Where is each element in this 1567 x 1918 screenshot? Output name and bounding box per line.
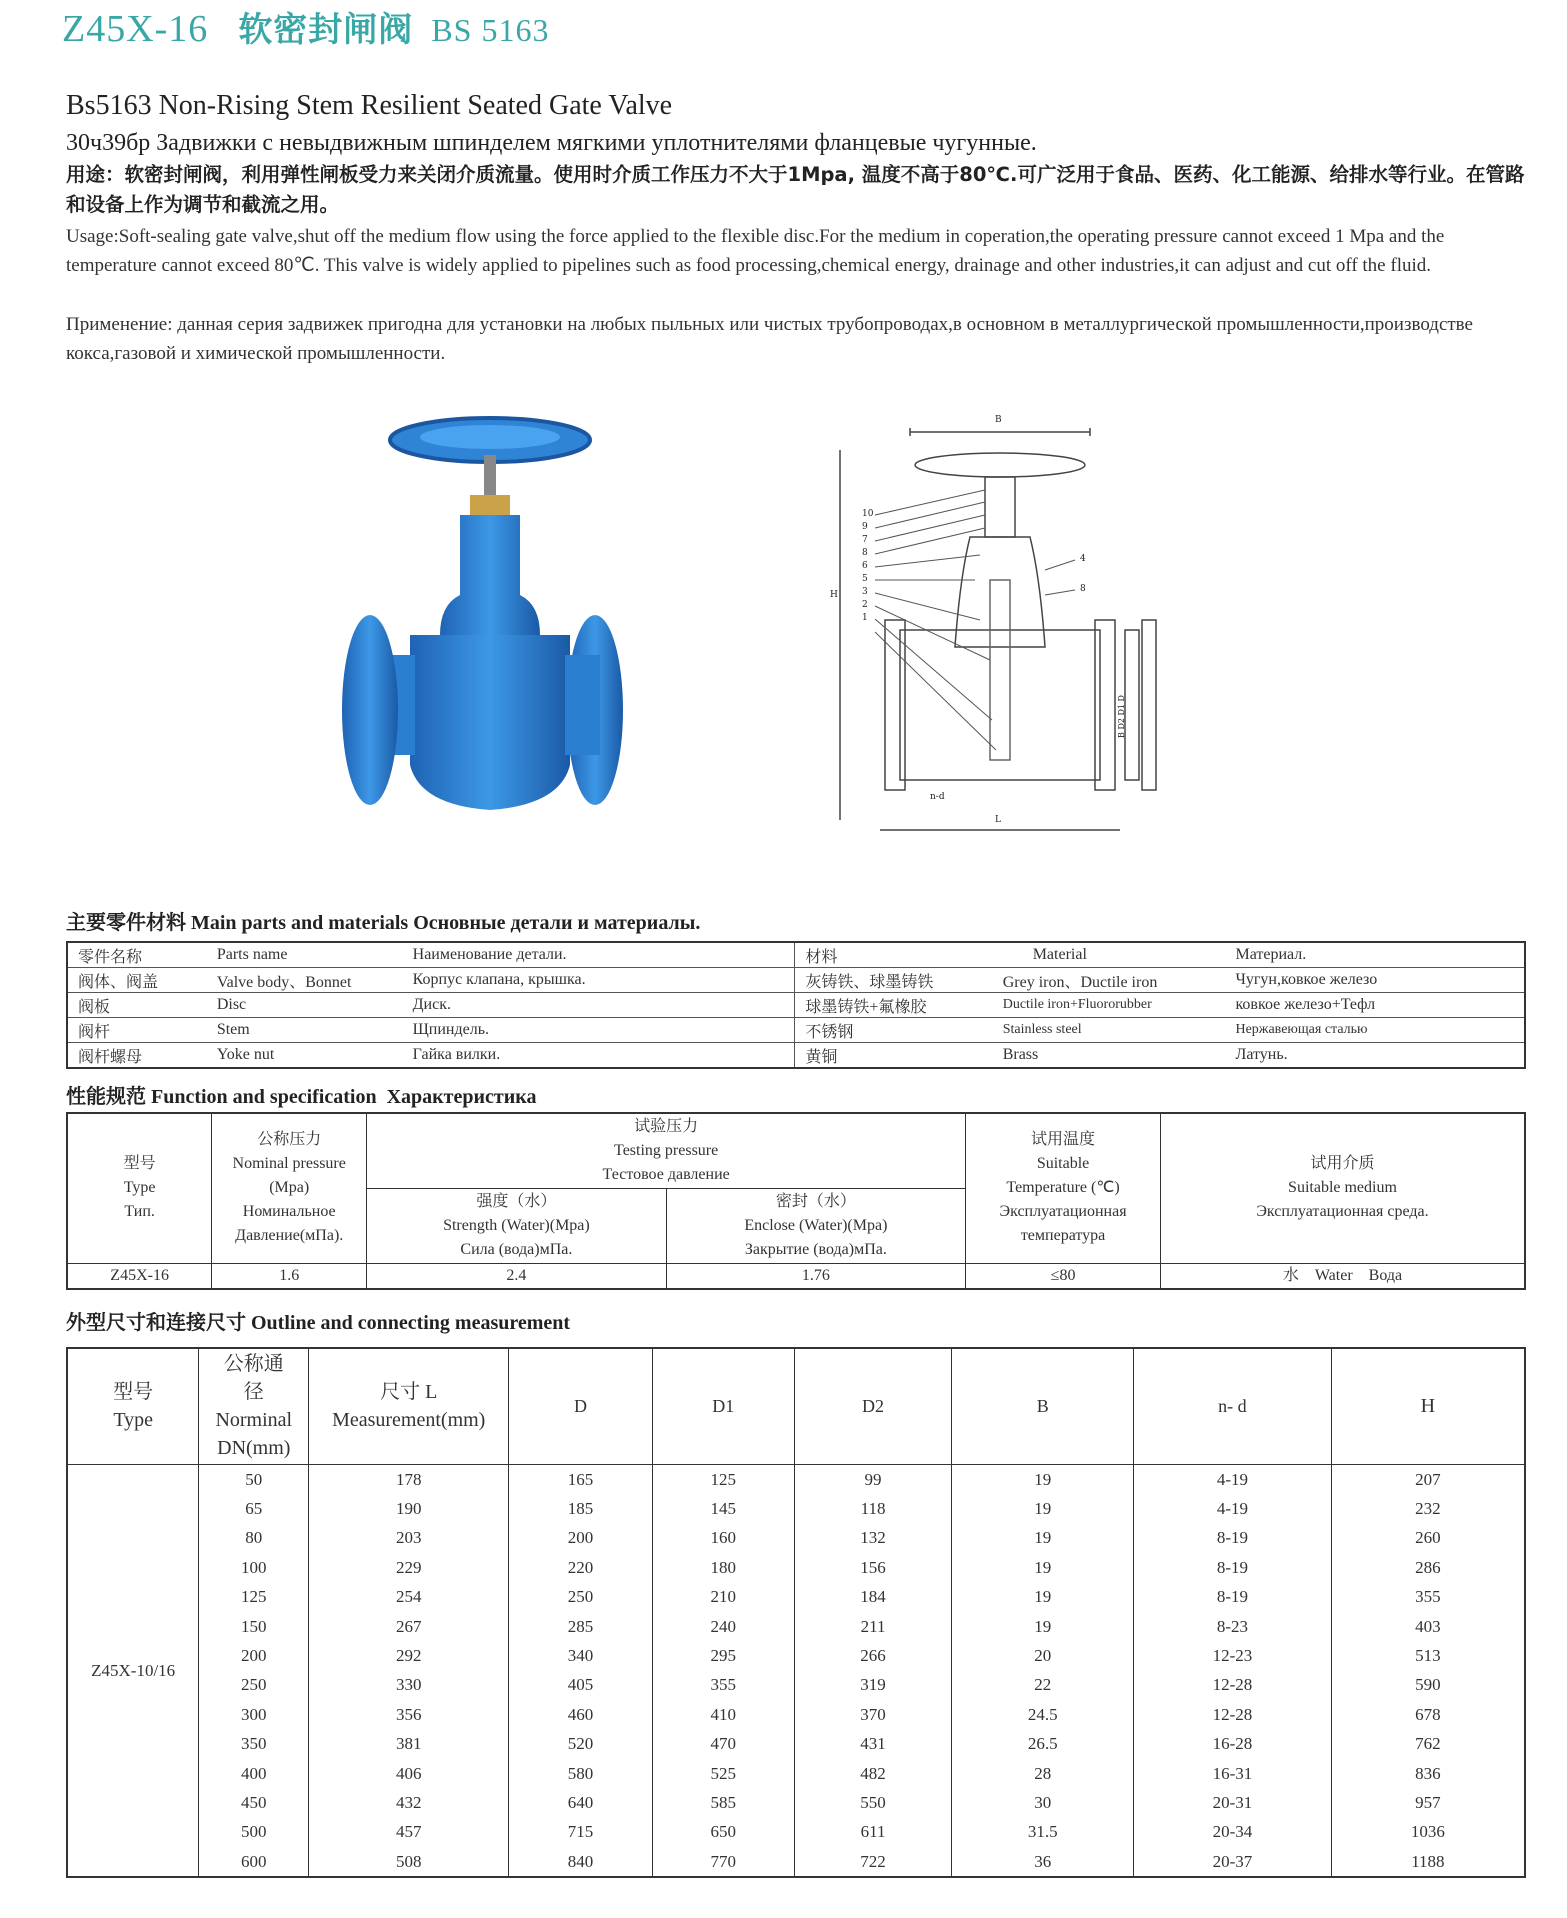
table-row bbox=[67, 1582, 1525, 1611]
table-cell: 200 bbox=[199, 1641, 309, 1670]
table-cell: 500 bbox=[199, 1817, 309, 1846]
table-cell: 211 bbox=[794, 1612, 952, 1641]
header-line: Norminal bbox=[215, 1409, 293, 1432]
header-line: 试用温度 bbox=[1031, 1131, 1096, 1149]
parts-header-cell: Материал. bbox=[1235, 946, 1307, 963]
header-line: Measurement(mm) bbox=[332, 1409, 486, 1432]
part-number: 1 bbox=[862, 613, 868, 623]
table-cell: 36 bbox=[952, 1847, 1134, 1877]
table-cell: Щпиндель. bbox=[412, 1021, 489, 1038]
table-cell: 19 bbox=[952, 1464, 1134, 1494]
dims-table bbox=[66, 1347, 1526, 1878]
header-line: Enclose (Water)(Mpa) bbox=[744, 1216, 888, 1234]
table-cell: Yoke nut bbox=[216, 1046, 275, 1063]
table-cell: 350 bbox=[199, 1729, 309, 1758]
table-cell: 12-28 bbox=[1134, 1700, 1332, 1729]
dims-heading bbox=[66, 1306, 570, 1335]
technical-drawing bbox=[820, 415, 1170, 860]
table-cell: 180 bbox=[652, 1553, 794, 1582]
table-cell: 19 bbox=[952, 1582, 1134, 1611]
table-cell: 330 bbox=[309, 1670, 509, 1699]
table-cell: 阀板 bbox=[78, 998, 111, 1016]
table-cell: 28 bbox=[952, 1759, 1134, 1788]
table-cell: 286 bbox=[1331, 1553, 1525, 1582]
table-cell: 20-31 bbox=[1134, 1788, 1332, 1817]
table-cell: 16-31 bbox=[1134, 1759, 1332, 1788]
table-row bbox=[67, 942, 1525, 968]
drawing-part-numbers bbox=[862, 508, 874, 625]
spec-medium-header bbox=[1160, 1113, 1525, 1263]
table-cell: 340 bbox=[509, 1641, 653, 1670]
header-line: Номинальное bbox=[242, 1203, 336, 1221]
header-line: (Mpa) bbox=[269, 1179, 310, 1197]
table-cell: Ductile iron+Fluororubber bbox=[1002, 997, 1152, 1012]
header-line: Type bbox=[123, 1179, 156, 1197]
table-cell: 22 bbox=[952, 1670, 1134, 1699]
drawing-label-h: H bbox=[830, 590, 838, 600]
table-cell: 580 bbox=[509, 1759, 653, 1788]
table-cell: 356 bbox=[309, 1700, 509, 1729]
table-row bbox=[67, 1464, 1525, 1494]
header-line: 强度（水） bbox=[476, 1192, 557, 1210]
table-cell: 762 bbox=[1331, 1729, 1525, 1758]
table-cell: 125 bbox=[652, 1464, 794, 1494]
table-cell: 400 bbox=[199, 1759, 309, 1788]
table-cell: 520 bbox=[509, 1729, 653, 1758]
part-number: 10 bbox=[862, 509, 874, 519]
parts-header-cell: Наименование детали. bbox=[412, 946, 567, 963]
table-cell: 678 bbox=[1331, 1700, 1525, 1729]
table-cell: 132 bbox=[794, 1523, 952, 1552]
table-cell: 8-19 bbox=[1134, 1582, 1332, 1611]
header-line: Temperature (℃) bbox=[1006, 1179, 1120, 1197]
table-cell: 1036 bbox=[1331, 1817, 1525, 1846]
table-cell: 585 bbox=[652, 1788, 794, 1817]
table-cell: 381 bbox=[309, 1729, 509, 1758]
header-line: 试验压力 bbox=[634, 1117, 699, 1135]
dims-col-header: B bbox=[952, 1348, 1134, 1464]
table-cell: 319 bbox=[794, 1670, 952, 1699]
spec-heading-cn: 性能规范 bbox=[66, 1084, 146, 1108]
table-cell: 836 bbox=[1331, 1759, 1525, 1788]
dims-type-header bbox=[67, 1348, 199, 1464]
valve-photo bbox=[340, 415, 660, 875]
table-cell: 240 bbox=[652, 1612, 794, 1641]
table-cell: 1.6 bbox=[212, 1263, 367, 1289]
parts-heading-ru: Основные детали и материалы. bbox=[413, 912, 701, 934]
part-number: 2 bbox=[862, 600, 868, 610]
header-line: 型号 bbox=[113, 1381, 154, 1404]
parts-header-cell: Parts name bbox=[216, 946, 288, 963]
table-cell: 232 bbox=[1331, 1494, 1525, 1523]
table-cell: 254 bbox=[309, 1582, 509, 1611]
header-line: Nominal pressure bbox=[232, 1155, 346, 1173]
dims-l-header bbox=[309, 1348, 509, 1464]
table-cell: 410 bbox=[652, 1700, 794, 1729]
header-line: 径 bbox=[243, 1381, 264, 1404]
drawing-label-l: L bbox=[995, 815, 1001, 825]
table-cell: 阀杆螺母 bbox=[78, 1048, 143, 1066]
header-line: 型号 bbox=[123, 1155, 156, 1173]
table-cell: 957 bbox=[1331, 1788, 1525, 1817]
table-cell: Корпус клапана, крышка. bbox=[412, 971, 586, 988]
table-cell: 8-23 bbox=[1134, 1612, 1332, 1641]
table-cell: 12-23 bbox=[1134, 1641, 1332, 1670]
spec-enclose-header bbox=[666, 1188, 965, 1263]
header-standard: BS 5163 bbox=[431, 12, 550, 48]
table-cell: 80 bbox=[199, 1523, 309, 1552]
header-line: Тип. bbox=[124, 1203, 155, 1221]
table-cell: 460 bbox=[509, 1700, 653, 1729]
part-number: 9 bbox=[862, 522, 868, 532]
table-cell: 722 bbox=[794, 1847, 952, 1877]
table-cell: 650 bbox=[652, 1817, 794, 1846]
table-cell: 525 bbox=[652, 1759, 794, 1788]
parts-table bbox=[66, 941, 1526, 1069]
drawing-label-b: B bbox=[995, 415, 1002, 425]
table-cell: 1.76 bbox=[666, 1263, 965, 1289]
table-row bbox=[67, 1494, 1525, 1523]
table-cell: 19 bbox=[952, 1612, 1134, 1641]
spec-strength-header bbox=[367, 1188, 666, 1263]
table-row bbox=[67, 1113, 1525, 1188]
english-title: Bs5163 Non-Rising Stem Resilient Seated Gate Valve bbox=[66, 90, 673, 121]
table-cell: 灰铸铁、球墨铸铁 bbox=[795, 968, 993, 993]
table-cell: 19 bbox=[952, 1553, 1134, 1582]
header-cn-title: 软密封闸阀 bbox=[238, 10, 414, 50]
part-number: 5 bbox=[862, 574, 868, 584]
table-cell: 600 bbox=[199, 1847, 309, 1877]
table-cell: 770 bbox=[652, 1847, 794, 1877]
table-cell: 8-19 bbox=[1134, 1523, 1332, 1552]
table-cell: 403 bbox=[1331, 1612, 1525, 1641]
spec-testing-header bbox=[367, 1113, 966, 1188]
table-cell: Stainless steel bbox=[1002, 1022, 1082, 1037]
parts-header-cell: Material bbox=[1032, 946, 1087, 963]
table-cell: 229 bbox=[309, 1553, 509, 1582]
dims-col-header: D1 bbox=[652, 1348, 794, 1464]
table-cell: 355 bbox=[652, 1670, 794, 1699]
page-header bbox=[62, 2, 549, 51]
header-line: Давление(мПа). bbox=[235, 1227, 344, 1245]
table-cell: 640 bbox=[509, 1788, 653, 1817]
part-number: 8 bbox=[862, 548, 868, 558]
part-number: 8 bbox=[1080, 584, 1086, 594]
spec-table bbox=[66, 1112, 1526, 1290]
table-cell: 不锈钢 bbox=[795, 1018, 993, 1043]
parts-heading bbox=[66, 906, 700, 935]
table-cell: 26.5 bbox=[952, 1729, 1134, 1758]
table-row bbox=[67, 1817, 1525, 1846]
part-number: 4 bbox=[1080, 554, 1086, 564]
table-cell: 200 bbox=[509, 1523, 653, 1552]
table-cell: Grey iron、Ductile iron bbox=[1002, 973, 1158, 991]
table-row bbox=[67, 1759, 1525, 1788]
table-cell: 295 bbox=[652, 1641, 794, 1670]
table-cell: Z45X-16 bbox=[67, 1263, 212, 1289]
table-cell: 19 bbox=[952, 1523, 1134, 1552]
table-cell: 190 bbox=[309, 1494, 509, 1523]
header-line: 尺寸 L bbox=[380, 1381, 438, 1404]
table-row bbox=[67, 993, 1525, 1018]
table-cell: 590 bbox=[1331, 1670, 1525, 1699]
header-line: DN(mm) bbox=[217, 1437, 291, 1460]
table-cell: 水 Water Вода bbox=[1160, 1263, 1525, 1289]
table-cell: 210 bbox=[652, 1582, 794, 1611]
parts-heading-cn: 主要零件材料 bbox=[66, 910, 186, 934]
dims-col-header: D2 bbox=[794, 1348, 952, 1464]
header-line: Suitable medium bbox=[1288, 1179, 1397, 1197]
table-cell: 184 bbox=[794, 1582, 952, 1611]
table-row bbox=[67, 968, 1525, 993]
table-cell: 406 bbox=[309, 1759, 509, 1788]
table-cell: 100 bbox=[199, 1553, 309, 1582]
table-cell: Диск. bbox=[412, 996, 451, 1013]
header-line: Type bbox=[113, 1409, 154, 1432]
table-cell: 20 bbox=[952, 1641, 1134, 1670]
table-cell: 4-19 bbox=[1134, 1464, 1332, 1494]
table-cell: Valve body、Bonnet bbox=[216, 973, 352, 991]
header-line: Эксплуатационная среда. bbox=[1256, 1203, 1429, 1221]
table-cell: 165 bbox=[509, 1464, 653, 1494]
usage-en: Usage:Soft-sealing gate valve,shut off the medium flow using the force applied to the flexible disc.For the medium in coperation,the operating pressure cannot exceed 1 Mpa and the temperature cannot exceed 80℃. This valve is widely applied to pipelines such as food processing,chemical energy, drainage and other industries,it can adjust and cut off the fluid. bbox=[66, 226, 1445, 276]
table-row bbox=[67, 1523, 1525, 1552]
drawing-label-nd: n-d bbox=[930, 792, 945, 802]
table-cell: 550 bbox=[794, 1788, 952, 1817]
table-cell: 24.5 bbox=[952, 1700, 1134, 1729]
table-cell: 185 bbox=[509, 1494, 653, 1523]
table-cell: 20-34 bbox=[1134, 1817, 1332, 1846]
table-cell: 203 bbox=[309, 1523, 509, 1552]
table-cell: 300 bbox=[199, 1700, 309, 1729]
table-cell: 207 bbox=[1331, 1464, 1525, 1494]
table-cell: 405 bbox=[509, 1670, 653, 1699]
spec-nominal-header bbox=[212, 1113, 367, 1263]
table-cell: 431 bbox=[794, 1729, 952, 1758]
table-cell: 220 bbox=[509, 1553, 653, 1582]
table-row bbox=[67, 1553, 1525, 1582]
header-line: Strength (Water)(Mpa) bbox=[443, 1216, 590, 1234]
dims-col-header: n- d bbox=[1134, 1348, 1332, 1464]
table-cell: 450 bbox=[199, 1788, 309, 1817]
table-cell: 118 bbox=[794, 1494, 952, 1523]
table-cell: 611 bbox=[794, 1817, 952, 1846]
table-cell: 482 bbox=[794, 1759, 952, 1788]
table-row bbox=[67, 1612, 1525, 1641]
usage-ru: Применение: данная серия задвижек пригодна для установки на любых пыльных или чистых трубопроводах,в основном в металлургической промышленности,производстве кокса,газовой и химической промышленности. bbox=[66, 314, 1473, 364]
table-cell: 球墨铸铁+氟橡胶 bbox=[795, 993, 993, 1018]
parts-header-cell: 零件名称 bbox=[78, 948, 143, 966]
dims-heading-en: Outline and connecting measurement bbox=[251, 1312, 571, 1334]
header-line: 公称压力 bbox=[257, 1131, 322, 1149]
table-cell: 12-28 bbox=[1134, 1670, 1332, 1699]
table-cell: 阀体、阀盖 bbox=[78, 973, 159, 991]
spec-heading-ru: Характеристика bbox=[386, 1086, 537, 1108]
spec-temp-header bbox=[966, 1113, 1161, 1263]
table-cell: ковкое железо+Тефл bbox=[1235, 996, 1376, 1013]
table-cell: 99 bbox=[794, 1464, 952, 1494]
spec-heading bbox=[66, 1080, 536, 1109]
table-row bbox=[67, 1641, 1525, 1670]
dims-heading-cn: 外型尺寸和连接尺寸 bbox=[66, 1310, 246, 1334]
header-line: Тестовое давление bbox=[602, 1165, 730, 1183]
header-line: температура bbox=[1020, 1227, 1106, 1245]
dims-col-header: H bbox=[1331, 1348, 1525, 1464]
header-line: Testing pressure bbox=[614, 1141, 719, 1159]
russian-title: 30ч39бр Задвижки с невыдвижным шпинделем мягкими уплотнителями фланцевые чугунные. bbox=[66, 130, 1037, 156]
corner-mark bbox=[1353, 0, 1503, 2]
table-cell: 50 bbox=[199, 1464, 309, 1494]
table-cell: 145 bbox=[652, 1494, 794, 1523]
table-row bbox=[67, 1700, 1525, 1729]
table-cell: 267 bbox=[309, 1612, 509, 1641]
table-cell: 250 bbox=[199, 1670, 309, 1699]
table-cell: 65 bbox=[199, 1494, 309, 1523]
table-cell: 513 bbox=[1331, 1641, 1525, 1670]
table-cell: Brass bbox=[1002, 1046, 1039, 1063]
part-number: 7 bbox=[862, 535, 868, 545]
part-number: 6 bbox=[862, 561, 868, 571]
table-cell: 4-19 bbox=[1134, 1494, 1332, 1523]
header-line: 密封（水） bbox=[775, 1192, 856, 1210]
table-row bbox=[67, 1788, 1525, 1817]
table-cell: 31.5 bbox=[952, 1817, 1134, 1846]
table-cell: 30 bbox=[952, 1788, 1134, 1817]
table-cell: Чугун,ковкое железо bbox=[1235, 971, 1378, 988]
table-row bbox=[67, 1670, 1525, 1699]
table-row bbox=[67, 1348, 1525, 1464]
table-cell: 150 bbox=[199, 1612, 309, 1641]
dims-body bbox=[67, 1464, 1525, 1877]
table-cell: Гайка вилки. bbox=[412, 1046, 501, 1063]
usage-cn: 用途：软密封闸阀，利用弹性闸板受力来关闭介质流量。使用时介质工作压力不大于1Mpa, 温度不高于80℃.可广泛用于食品、医药、化工能源、给排水等行业。在管路和设备上作为调节和截流之用。 bbox=[66, 163, 1525, 216]
part-number: 3 bbox=[862, 587, 868, 597]
table-cell: 黄铜 bbox=[795, 1043, 993, 1069]
dims-type-cell: Z45X-10/16 bbox=[67, 1464, 199, 1877]
table-cell: 292 bbox=[309, 1641, 509, 1670]
table-cell: 285 bbox=[509, 1612, 653, 1641]
table-cell: 470 bbox=[652, 1729, 794, 1758]
table-cell: ≤80 bbox=[966, 1263, 1161, 1289]
table-cell: 260 bbox=[1331, 1523, 1525, 1552]
header-line: Сила (вода)мПа. bbox=[460, 1240, 573, 1258]
table-cell: 160 bbox=[652, 1523, 794, 1552]
table-cell: 16-28 bbox=[1134, 1729, 1332, 1758]
header-line: 试用介质 bbox=[1310, 1155, 1375, 1173]
spec-heading-en: Function and specification bbox=[151, 1086, 377, 1108]
drawing-label-dims: B D2 D1 D bbox=[1116, 695, 1126, 738]
table-cell: 2.4 bbox=[367, 1263, 666, 1289]
dims-dn-header bbox=[199, 1348, 309, 1464]
header-line: Эксплуатационная bbox=[999, 1203, 1127, 1221]
table-cell: 457 bbox=[309, 1817, 509, 1846]
table-cell: 840 bbox=[509, 1847, 653, 1877]
table-cell: 1188 bbox=[1331, 1847, 1525, 1877]
header-line: Закрытие (вода)мПа. bbox=[744, 1240, 887, 1258]
header-line: 公称通 bbox=[223, 1353, 284, 1376]
table-cell: Латунь. bbox=[1235, 1046, 1288, 1063]
table-cell: 266 bbox=[794, 1641, 952, 1670]
table-cell: 508 bbox=[309, 1847, 509, 1877]
table-row bbox=[67, 1043, 1525, 1069]
model-code: Z45X-16 bbox=[62, 8, 209, 50]
table-cell: 432 bbox=[309, 1788, 509, 1817]
table-cell: 178 bbox=[309, 1464, 509, 1494]
table-cell: Disc bbox=[216, 996, 247, 1013]
table-row bbox=[67, 1018, 1525, 1043]
table-cell: Нержавеющая сталью bbox=[1235, 1022, 1368, 1037]
table-row bbox=[67, 1847, 1525, 1877]
table-cell: 355 bbox=[1331, 1582, 1525, 1611]
parts-heading-en: Main parts and materials bbox=[191, 912, 409, 934]
table-cell: 715 bbox=[509, 1817, 653, 1846]
table-cell: 19 bbox=[952, 1494, 1134, 1523]
dims-col-header: D bbox=[509, 1348, 653, 1464]
table-row bbox=[67, 1729, 1525, 1758]
table-cell: 250 bbox=[509, 1582, 653, 1611]
table-cell: 20-37 bbox=[1134, 1847, 1332, 1877]
spec-type-header bbox=[67, 1113, 212, 1263]
table-cell: 156 bbox=[794, 1553, 952, 1582]
table-cell: 8-19 bbox=[1134, 1553, 1332, 1582]
table-cell: 370 bbox=[794, 1700, 952, 1729]
header-line: Suitable bbox=[1036, 1155, 1090, 1173]
table-row bbox=[67, 1263, 1525, 1289]
table-cell: 125 bbox=[199, 1582, 309, 1611]
table-cell: Stem bbox=[216, 1021, 250, 1038]
table-cell: 阀杆 bbox=[78, 1023, 111, 1041]
parts-header-cell: 材料 bbox=[795, 942, 993, 968]
